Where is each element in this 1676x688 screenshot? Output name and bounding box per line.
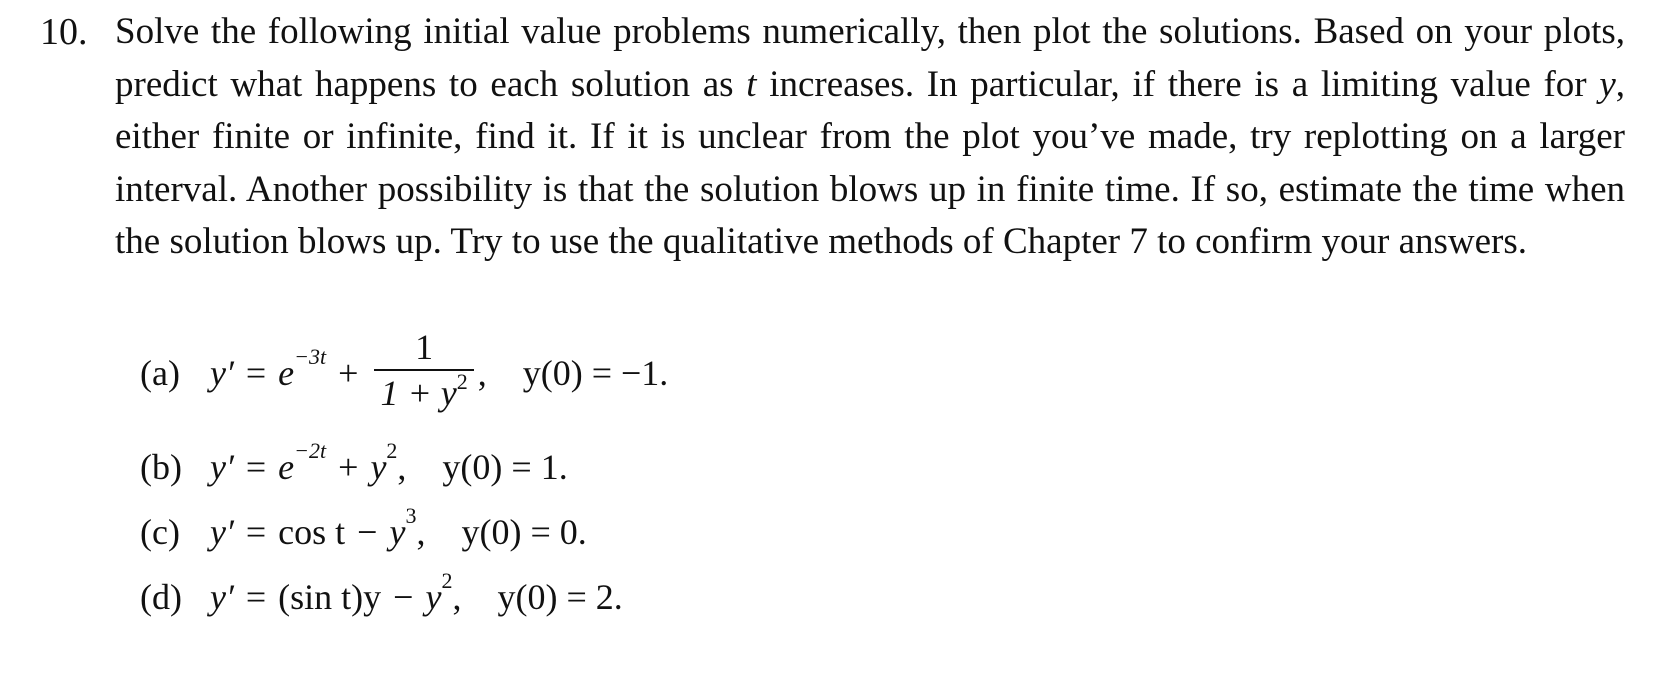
equals-sign: = — [245, 512, 267, 552]
equals-sign: = — [245, 577, 267, 617]
exponent: −2t — [294, 438, 327, 463]
subproblem-label: (c) — [140, 512, 180, 552]
statement-part-3: , either finite or infinite, find it. If it is unclear from the plot you’ve made, try replotting on a larger interval. Another possibility is that the solution blows up in finite time. If so, estimate the time when the solution blows up. Try to use the qualitative methods of Chapter 7 to confirm your answers. — [115, 63, 1625, 262]
variable-t: t — [746, 63, 757, 105]
plus-sign: + — [338, 447, 359, 487]
initial-condition: y(0) = 2. — [497, 577, 623, 617]
minus-sign: − — [357, 512, 378, 552]
comma: , — [416, 512, 426, 552]
lhs: y′ — [210, 512, 234, 552]
statement-part-1: Solve the following initial value problems numerically, then plot the solutions. Based on your plots, predict what happens to each solution as — [115, 11, 1625, 105]
equals-sign: = — [245, 447, 267, 487]
exponent: −3t — [294, 343, 327, 369]
subproblem-a — [140, 325, 668, 420]
statement-part-2: increases. In particular, if there is a limiting value for — [756, 63, 1600, 105]
subproblem-label: (b) — [140, 447, 182, 487]
denominator-exponent: 2 — [456, 369, 468, 394]
minus-sign: − — [393, 577, 414, 617]
term-base: y — [370, 447, 387, 487]
denominator-base: 1 + y — [380, 373, 457, 413]
initial-condition: y(0) = −1. — [522, 352, 669, 393]
subproblem-list — [140, 0, 1340, 688]
initial-condition: y(0) = 0. — [461, 512, 587, 552]
subproblem-label: (d) — [140, 577, 182, 617]
fraction — [374, 325, 473, 420]
subproblem-d — [140, 568, 623, 618]
problem-number: 10. — [40, 11, 88, 53]
variable-y: y — [1599, 63, 1616, 105]
comma: , — [477, 352, 487, 393]
comma: , — [397, 447, 407, 487]
term-base: y — [389, 512, 406, 552]
lhs: y′ — [210, 352, 234, 393]
comma: , — [452, 577, 462, 617]
rhs-term: cos t — [278, 512, 346, 552]
exp-base: e — [278, 352, 295, 393]
rhs-term: (sin t)y — [278, 577, 382, 617]
fraction-numerator: 1 — [415, 327, 434, 367]
subproblem-b — [140, 438, 568, 488]
lhs: y′ — [210, 577, 234, 617]
lhs: y′ — [210, 447, 234, 487]
fraction-denominator — [374, 369, 473, 420]
exp-base: e — [278, 447, 295, 487]
subproblem-c — [140, 503, 587, 553]
term-base: y — [425, 577, 442, 617]
term-exponent: 2 — [441, 568, 453, 593]
term-exponent: 3 — [405, 503, 417, 528]
plus-sign: + — [338, 352, 359, 393]
initial-condition: y(0) = 1. — [442, 447, 568, 487]
subproblem-label: (a) — [140, 352, 180, 393]
term-exponent: 2 — [386, 438, 398, 463]
equals-sign: = — [245, 352, 267, 393]
